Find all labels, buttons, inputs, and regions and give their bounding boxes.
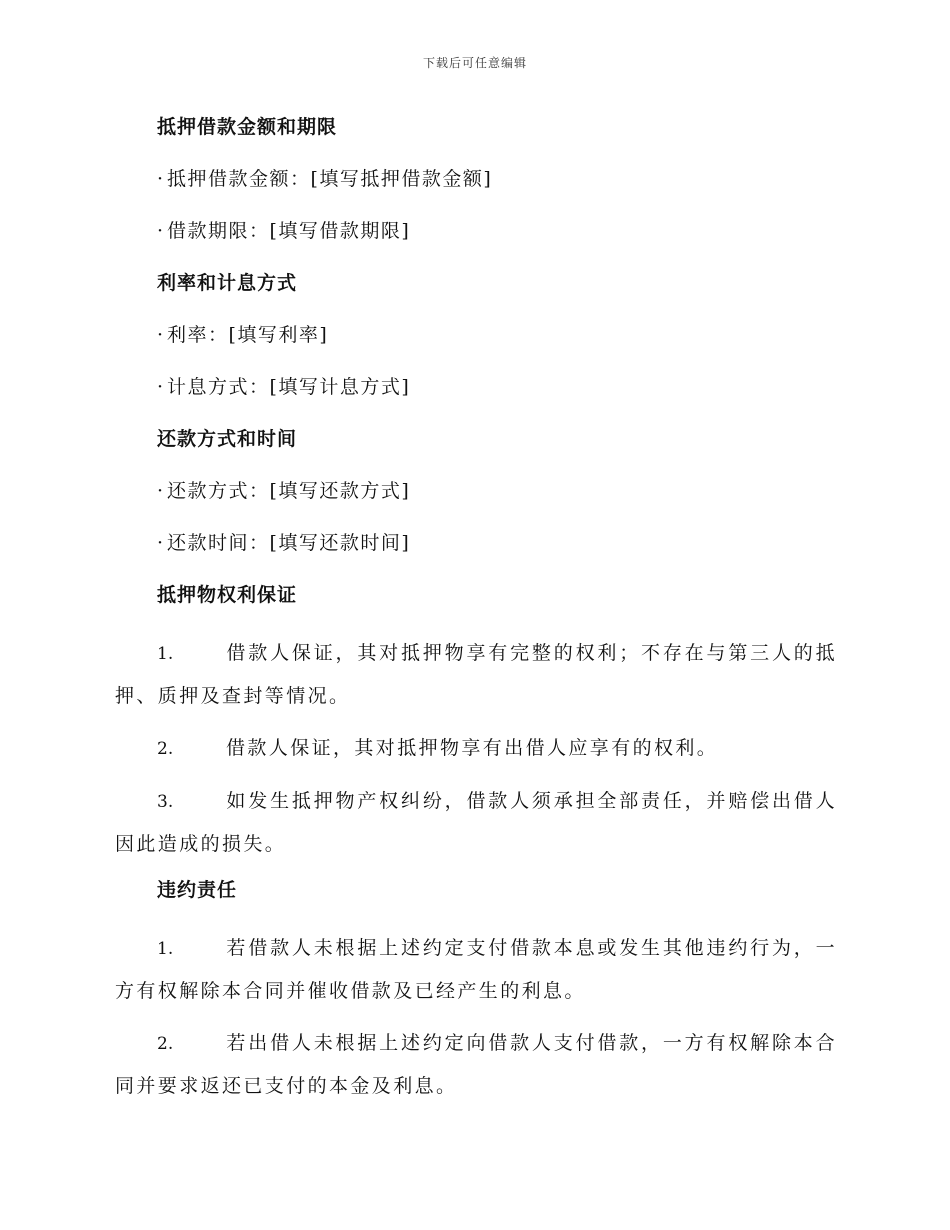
section-title-guarantee: 抵押物权利保证 (157, 584, 298, 606)
bullet-item (157, 476, 837, 506)
numbered-item (115, 632, 837, 717)
bullet-text: 利率：[填写利率] (167, 324, 329, 346)
item-text: 借款人保证，其对抵押物享有出借人应享有的权利。 (226, 737, 719, 759)
bullet-dot: · (157, 480, 165, 502)
item-number: 2. (157, 1034, 174, 1054)
item-number: 2. (157, 739, 174, 759)
numbered-item (115, 1022, 837, 1107)
numbered-item (115, 780, 837, 865)
bullet-item (157, 372, 837, 402)
bullet-dot: · (157, 376, 165, 398)
bullet-dot: · (157, 532, 165, 554)
item-text: 若出借人未根据上述约定向借款人支付借款，一方有权解除本合同并要求返还已支付的本金及利息。 (115, 1032, 837, 1097)
bullet-dot: · (157, 220, 165, 242)
bullet-text: 抵押借款金额：[填写抵押借款金额] (167, 168, 493, 190)
item-text: 借款人保证，其对抵押物享有完整的权利；不存在与第三人的抵押、质押及查封等情况。 (115, 642, 837, 707)
bullet-text: 计息方式：[填写计息方式] (167, 376, 411, 398)
item-number: 3. (157, 792, 174, 812)
page-header: 下载后可任意编辑 (422, 56, 527, 70)
bullet-text: 还款时间：[填写还款时间] (167, 532, 411, 554)
section-title-breach: 违约责任 (157, 879, 238, 901)
bullet-item (157, 164, 837, 194)
section-title-loan: 抵押借款金额和期限 (157, 116, 338, 138)
bullet-text: 还款方式：[填写还款方式] (167, 480, 411, 502)
bullet-item (157, 216, 837, 246)
item-number: 1. (157, 644, 174, 664)
item-text: 若借款人未根据上述约定支付借款本息或发生其他违约行为，一方有权解除本合同并催收借款及已经产生的利息。 (115, 937, 837, 1002)
section-title-repay: 还款方式和时间 (157, 428, 298, 450)
numbered-item (115, 927, 837, 1012)
bullet-text: 借款期限：[填写借款期限] (167, 220, 411, 242)
item-text: 如发生抵押物产权纠纷，借款人须承担全部责任，并赔偿出借人因此造成的损失。 (115, 790, 837, 855)
section-title-interest: 利率和计息方式 (157, 272, 298, 294)
numbered-item (115, 727, 837, 770)
bullet-dot: · (157, 324, 165, 346)
document-body (115, 112, 837, 1117)
item-number: 1. (157, 939, 174, 959)
bullet-item (157, 528, 837, 558)
bullet-dot: · (157, 168, 165, 190)
bullet-item (157, 320, 837, 350)
